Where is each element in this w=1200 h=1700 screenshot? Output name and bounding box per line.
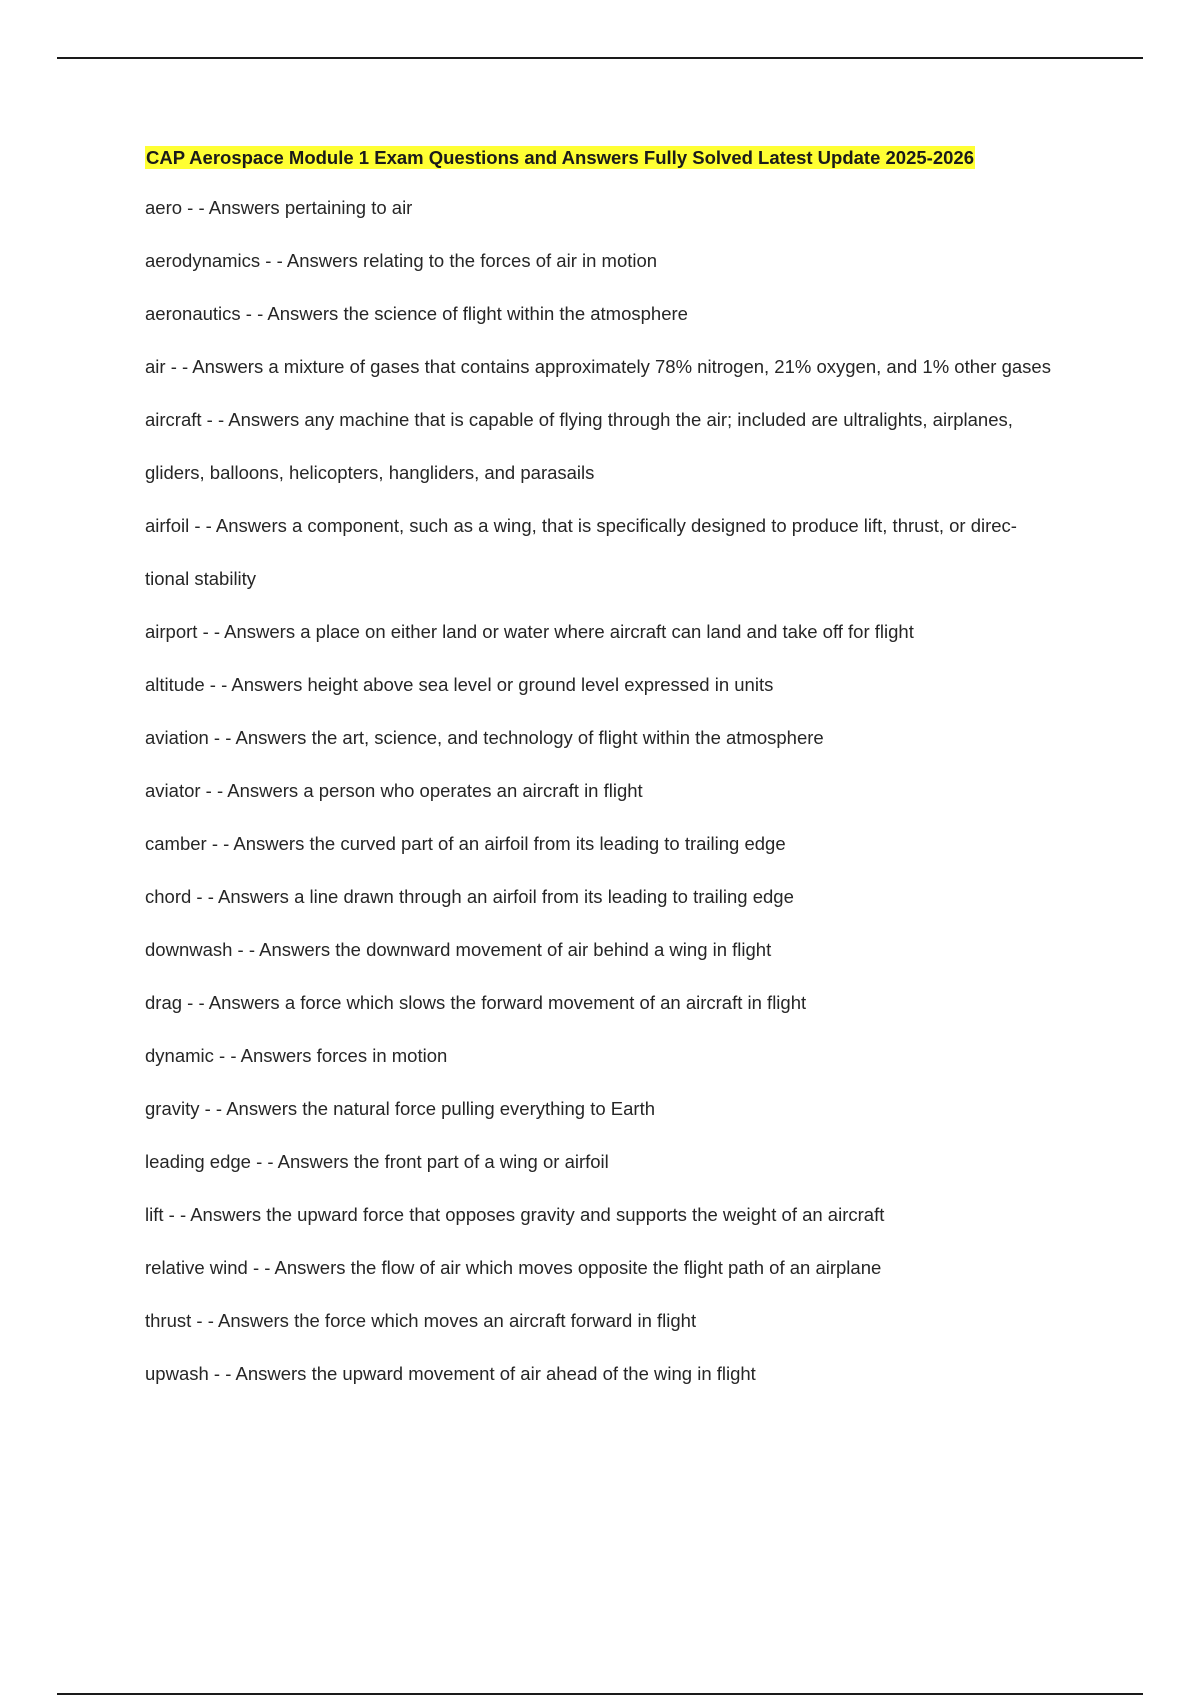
- term-dynamic: dynamic - - Answers forces in motion: [145, 1045, 448, 1066]
- term-aviation: aviation - - Answers the art, science, and technology of flight within the atmosphere: [145, 727, 824, 748]
- term-gravity: gravity - - Answers the natural force pulling everything to Earth: [145, 1098, 656, 1119]
- header-rule: [57, 57, 1143, 59]
- term-aircraft-continued: gliders, balloons, helicopters, hangliders, and parasails: [145, 462, 595, 483]
- term-aircraft: aircraft - - Answers any machine that is capable of flying through the air; included are ultralights, airplanes,: [145, 409, 1013, 430]
- term-airfoil: airfoil - - Answers a component, such as a wing, that is specifically designed to produce lift, thrust, or direc-: [145, 515, 1017, 536]
- term-upwash: upwash - - Answers the upward movement of air ahead of the wing in flight: [145, 1363, 756, 1384]
- term-aerodynamics: aerodynamics - - Answers relating to the forces of air in motion: [145, 250, 658, 271]
- term-leading-edge: leading edge - - Answers the front part of a wing or airfoil: [145, 1151, 609, 1172]
- term-airport: airport - - Answers a place on either land or water where aircraft can land and take off for flight: [145, 621, 914, 642]
- term-aero: aero - - Answers pertaining to air: [145, 197, 413, 218]
- term-airfoil-continued: tional stability: [145, 568, 257, 589]
- term-altitude: altitude - - Answers height above sea level or ground level expressed in units: [145, 674, 774, 695]
- term-relative-wind: relative wind - - Answers the flow of air which moves opposite the flight path of an airplane: [145, 1257, 882, 1278]
- document-title-text: CAP Aerospace Module 1 Exam Questions and Answers Fully Solved Latest Update 2025-2026: [146, 147, 974, 168]
- term-downwash: downwash - - Answers the downward movement of air behind a wing in flight: [145, 939, 772, 960]
- term-thrust: thrust - - Answers the force which moves an aircraft forward in flight: [145, 1310, 697, 1331]
- term-lift: lift - - Answers the upward force that opposes gravity and supports the weight of an aircraft: [145, 1204, 885, 1225]
- term-camber: camber - - Answers the curved part of an airfoil from its leading to trailing edge: [145, 833, 786, 854]
- footer-rule: [57, 1693, 1143, 1695]
- term-aviator: aviator - - Answers a person who operates an aircraft in flight: [145, 780, 643, 801]
- term-air: air - - Answers a mixture of gases that contains approximately 78% nitrogen, 21% oxygen, and 1% other gases: [145, 356, 1051, 377]
- term-drag: drag - - Answers a force which slows the forward movement of an aircraft in flight: [145, 992, 807, 1013]
- document-title: [145, 145, 1090, 171]
- term-chord: chord - - Answers a line drawn through an airfoil from its leading to trailing edge: [145, 886, 794, 907]
- term-aeronautics: aeronautics - - Answers the science of flight within the atmosphere: [145, 303, 688, 324]
- document-body: [145, 145, 1090, 1412]
